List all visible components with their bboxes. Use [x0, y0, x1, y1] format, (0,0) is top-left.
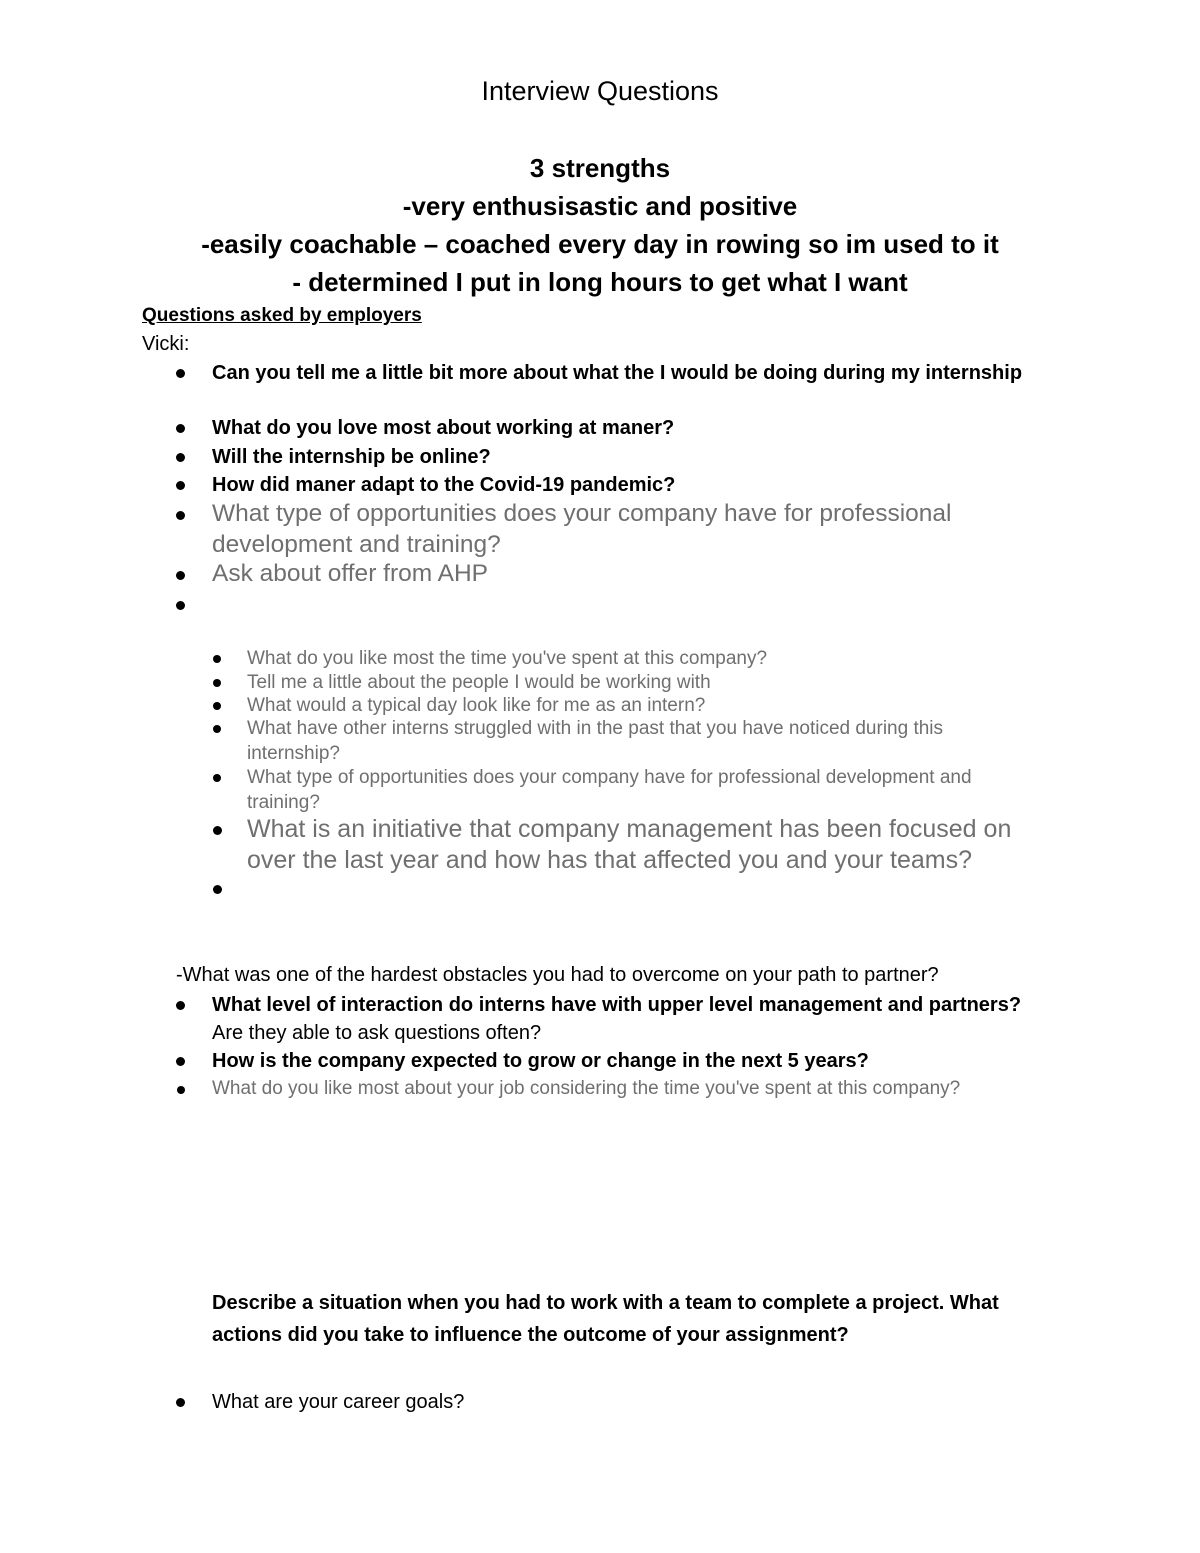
situation-question-continuation: actions did you take to influence the outcome of your assignment? — [212, 1324, 849, 1346]
bullet-icon — [213, 655, 221, 663]
list-item-continuation: training? — [247, 792, 320, 813]
bullet-icon — [213, 725, 221, 733]
list-item: What do you love most about working at maner? — [212, 417, 675, 439]
bullet-icon — [177, 1086, 185, 1094]
questions-heading: Questions asked by employers — [142, 305, 422, 326]
list-item: What have other interns struggled with in the past that you have noticed during this — [247, 718, 944, 739]
list-item-continuation: over the last year and how has that affected you and your teams? — [247, 846, 972, 874]
situation-question: Describe a situation when you had to work with a team to complete a project. What — [212, 1292, 999, 1314]
strength-item: -very enthusisastic and positive — [402, 191, 798, 221]
list-item: What would a typical day look like for me as an intern? — [247, 695, 706, 716]
page-title: Interview Questions — [481, 76, 719, 106]
strength-item: - determined I put in long hours to get what I want — [292, 267, 908, 297]
list-item: What do you like most the time you've spent at this company? — [247, 648, 768, 669]
strengths-heading: 3 strengths — [529, 153, 671, 183]
bullet-icon — [213, 679, 221, 687]
list-item-continuation: internship? — [247, 743, 340, 764]
list-item: Can you tell me a little bit more about what the I would be doing during my internship — [212, 362, 1023, 384]
bullet-icon — [176, 424, 185, 433]
bullet-icon — [213, 702, 221, 710]
list-item: How is the company expected to grow or change in the next 5 years? — [212, 1050, 869, 1072]
list-item: How did maner adapt to the Covid-19 pandemic? — [212, 474, 676, 496]
list-item: Will the internship be online? — [212, 446, 491, 468]
bullet-icon — [176, 511, 185, 520]
strength-item: -easily coachable – coached every day in rowing so im used to it — [201, 229, 999, 259]
bullet-icon — [213, 826, 222, 835]
bullet-icon — [176, 1001, 185, 1010]
bullet-icon — [176, 1398, 185, 1407]
bullet-icon — [213, 774, 221, 782]
list-item-continuation: Are they able to ask questions often? — [212, 1022, 542, 1044]
bullet-icon — [176, 571, 185, 580]
bullet-icon — [176, 1057, 185, 1066]
interviewer-name: Vicki: — [142, 333, 190, 355]
list-item: Ask about offer from AHP — [212, 560, 488, 587]
bullet-icon — [176, 481, 185, 490]
list-item-continuation: development and training? — [212, 531, 501, 558]
bullet-icon — [176, 601, 185, 610]
partner-question: -What was one of the hardest obstacles you had to overcome on your path to partner? — [176, 964, 939, 986]
list-item: What is an initiative that company management has been focused on — [247, 815, 1012, 843]
list-item: Tell me a little about the people I would be working with — [247, 672, 711, 693]
list-item: What type of opportunities does your company have for professional — [212, 500, 952, 527]
bullet-icon — [213, 885, 222, 894]
bullet-icon — [176, 453, 185, 462]
bullet-icon — [176, 369, 185, 378]
list-item: What do you like most about your job considering the time you've spent at this company? — [212, 1078, 961, 1099]
list-item: What type of opportunities does your company have for professional development and — [247, 767, 972, 788]
career-question: What are your career goals? — [212, 1391, 465, 1413]
list-item: What level of interaction do interns have with upper level management and partners? — [212, 994, 1022, 1016]
